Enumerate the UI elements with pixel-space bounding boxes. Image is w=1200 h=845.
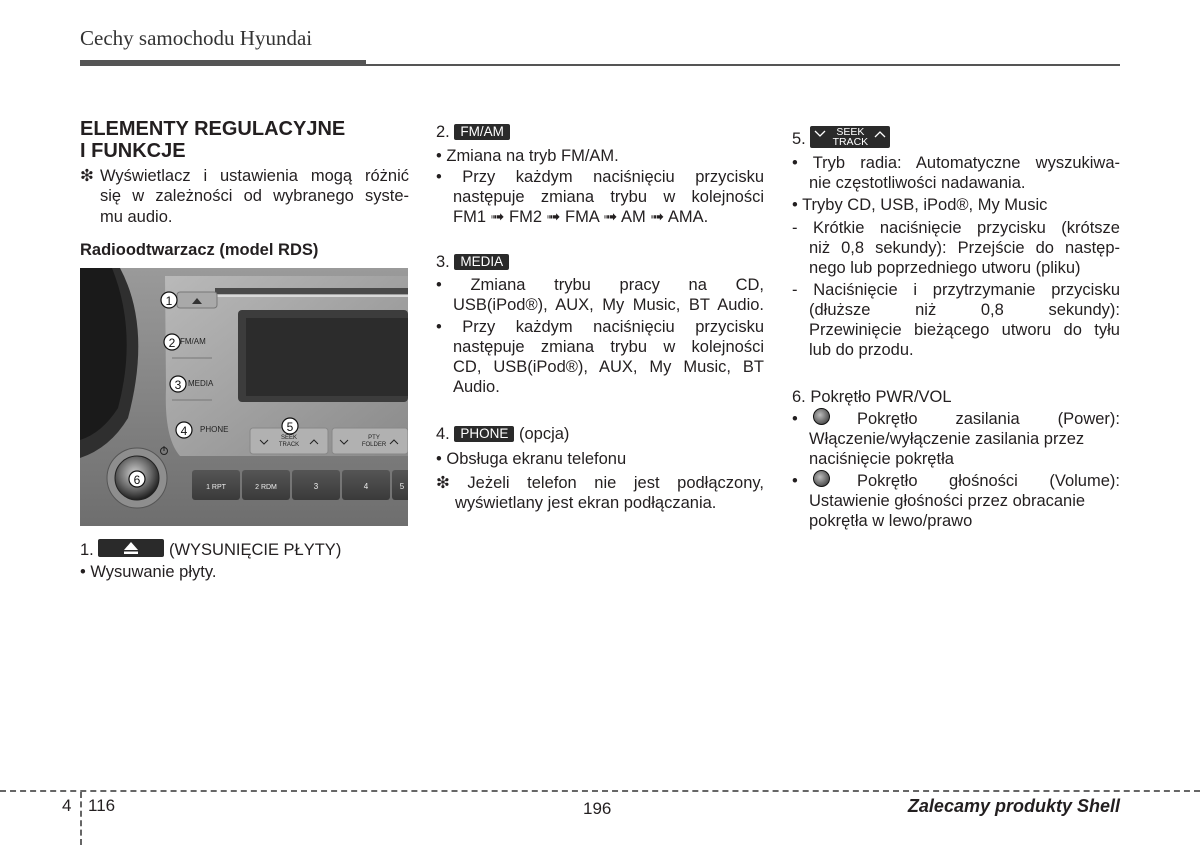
- callout-4: [176, 422, 192, 438]
- radio-preset-3: 3: [313, 482, 319, 491]
- item-4-note-l1: ❇ Jeżeli telefon nie jest podłączony,: [436, 474, 764, 492]
- item-2-number: 2.: [436, 123, 450, 141]
- item-5-dash-2-l1: - Naciśnięcie i przytrzymanie przycisku: [792, 281, 1120, 299]
- item-5-bullet-1-l2: nie częstotliwości nadawania.: [809, 174, 1026, 192]
- radio-preset-2: 2 RDM: [255, 484, 277, 491]
- note-mark: ❇: [80, 167, 94, 185]
- callout-2: [164, 334, 180, 350]
- media-tag: MEDIA: [454, 254, 509, 270]
- item-5-dash-1-l2: niż 0,8 sekundy): Przejście do następ-: [809, 239, 1120, 257]
- item-2-heading: [436, 122, 510, 142]
- footer-dashed-rule: [0, 790, 1200, 792]
- item-1-label: (WYSUNIĘCIE PŁYTY): [168, 541, 342, 559]
- svg-text:2: 2: [168, 336, 176, 350]
- running-header: Cechy samochodu Hyundai: [80, 26, 313, 50]
- callout-3: [170, 376, 186, 392]
- radio-label-track: TRACK: [278, 442, 300, 448]
- item-3-bullet-2-l4: Audio.: [453, 378, 500, 396]
- callout-5: [282, 418, 298, 434]
- radio-preset-1: 1 RPT: [206, 484, 226, 491]
- svg-text:6: 6: [133, 473, 141, 487]
- section-title-line2: I FUNKCJE: [80, 140, 186, 162]
- item-5-bullet-2: • Tryby CD, USB, iPod®, My Music: [792, 196, 1048, 214]
- callout-6: [129, 471, 145, 487]
- eject-button-icon: [98, 539, 164, 557]
- svg-text:4: 4: [180, 424, 188, 438]
- item-6-bullet-1-l2: Włączenie/wyłączenie zasilania przez: [809, 430, 1085, 448]
- item-3-bullet-2-l2: następuje zmiana trybu w kolejności: [453, 338, 764, 356]
- radio-preset-4: 4: [363, 482, 369, 491]
- chevron-up-icon: [874, 130, 886, 138]
- item-2-bullet-2-l1: • Przy każdym naciśnięciu przycisku: [436, 168, 764, 186]
- svg-text:3: 3: [174, 378, 182, 392]
- item-3-bullet-1-l1: • Zmiana trybu pracy na CD,: [436, 276, 764, 294]
- item-3-heading: [436, 252, 509, 272]
- chevron-down-icon: [814, 130, 826, 138]
- item-4-bullet-1: • Obsługa ekranu telefonu: [436, 450, 627, 468]
- note-line2: się w zależności od wybranego syste-: [100, 187, 409, 205]
- radio-label-fmam: FM/AM: [180, 337, 206, 346]
- footer-page-number: 116: [88, 796, 116, 815]
- svg-text:1: 1: [165, 294, 173, 308]
- item-6-bullet-1-dot: •: [792, 410, 798, 428]
- item-2-bullet-1: • Zmiana na tryb FM/AM.: [436, 147, 619, 165]
- footer-chapter-number: 4: [62, 796, 72, 815]
- item-6-title: 6. Pokrętło PWR/VOL: [792, 388, 952, 406]
- item-5-number: 5.: [792, 130, 806, 148]
- item-6-bullet-1-l3: naciśnięcie pokrętła: [809, 450, 954, 468]
- radio-subheading: Radioodtwarzacz (model RDS): [80, 241, 319, 259]
- footer-tagline: Zalecamy produkty Shell: [907, 796, 1120, 816]
- radio-label-phone: PHONE: [200, 425, 229, 434]
- header-rule: [366, 64, 1120, 66]
- seek-tag-line1: SEEK: [836, 126, 865, 138]
- section-title-line1: ELEMENTY REGULACYJNE: [80, 118, 346, 140]
- volume-knob-icon: [813, 470, 830, 487]
- item-1-bullet: • Wysuwanie płyty.: [80, 563, 217, 581]
- callout-1: [161, 292, 177, 308]
- item-5-dash-1-l3: nego lub poprzedniego utworu (pliku): [809, 259, 1081, 277]
- item-5-dash-1-l1: - Krótkie naciśnięcie przycisku (krótsze: [792, 219, 1120, 237]
- item-2-bullet-2-l2: następuje zmiana trybu w kolejności: [453, 188, 764, 206]
- item-3-bullet-2-l3: CD, USB(iPod®), AUX, My Music, BT: [453, 358, 764, 376]
- item-1-number: 1.: [80, 541, 94, 559]
- radio-label-seek: SEEK: [280, 435, 298, 441]
- radio-label-media: MEDIA: [188, 379, 214, 388]
- phone-tag: PHONE: [454, 426, 514, 442]
- item-6-bullet-2-l2: Ustawienie głośności przez obracanie: [809, 492, 1086, 510]
- item-5-dash-2-l2: (dłuższe niż 0,8 sekundy):: [809, 301, 1120, 319]
- item-5-heading: [792, 126, 890, 149]
- item-2-bullet-2-l3: FM1 ➟ FM2 ➟ FMA ➟ AM ➟ AMA.: [453, 208, 709, 226]
- item-6-bullet-2-l1: Pokrętło głośności (Volume):: [857, 472, 1120, 490]
- item-5-bullet-1-l1: • Tryb radia: Automatyczne wyszukiwa-: [792, 154, 1120, 172]
- radio-unit-illustration: [80, 268, 408, 526]
- radio-label-pty: PTY: [368, 435, 380, 441]
- radio-preset-5: 5: [399, 482, 405, 491]
- item-3-bullet-1-l2: USB(iPod®), AUX, My Music, BT Audio.: [453, 296, 764, 314]
- item-6-bullet-1-l1: Pokrętło zasilania (Power):: [857, 410, 1120, 428]
- note-line3: mu audio.: [100, 208, 173, 226]
- item-4-note-l2: wyświetlany jest ekran podłączania.: [455, 494, 717, 512]
- seek-tag-line2: TRACK: [832, 136, 869, 148]
- svg-text:5: 5: [286, 420, 294, 434]
- item-6-bullet-2-dot: •: [792, 472, 798, 490]
- item-5-dash-2-l3: Przewinięcie bieżącego utworu do tyłu: [809, 321, 1120, 339]
- item-3-bullet-2-l1: • Przy każdym naciśnięciu przycisku: [436, 318, 764, 336]
- power-knob-icon: [813, 408, 830, 425]
- item-4-number: 4.: [436, 425, 450, 443]
- item-3-number: 3.: [436, 253, 450, 271]
- item-4-optional: (opcja): [518, 425, 570, 443]
- fmam-tag: FM/AM: [454, 124, 510, 140]
- seek-track-tag: [810, 126, 890, 148]
- item-1: [80, 539, 341, 560]
- item-5-dash-2-l4: lub do przodu.: [809, 341, 914, 359]
- note-line1: Wyświetlacz i ustawienia mogą różnić: [100, 167, 409, 185]
- radio-label-folder: FOLDER: [361, 442, 387, 448]
- header-bar: [80, 60, 366, 66]
- item-6-bullet-2-l3: pokrętła w lewo/prawo: [809, 512, 973, 530]
- footer-center-number: 196: [583, 799, 612, 818]
- footer-dashed-divider: [80, 792, 82, 845]
- item-4-heading: [436, 424, 569, 444]
